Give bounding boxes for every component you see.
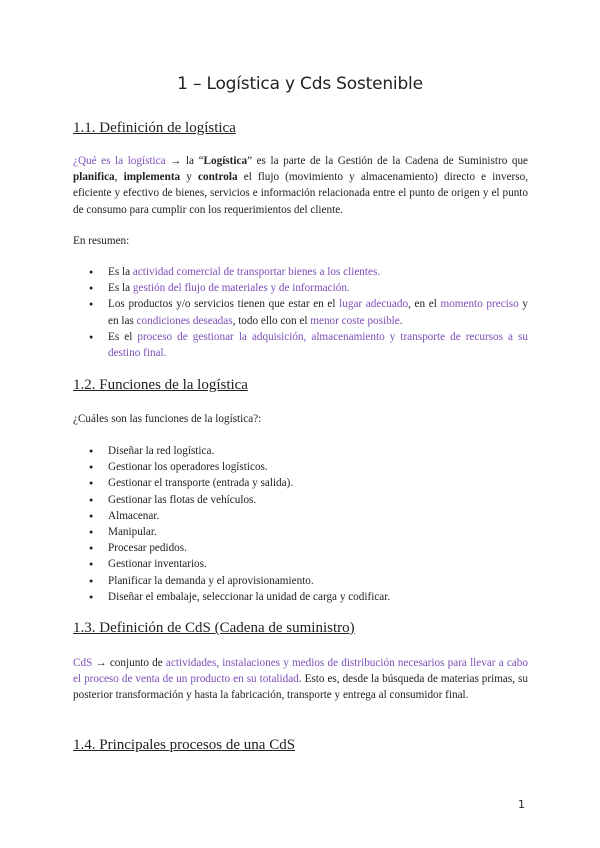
summary-label: En resumen: <box>73 235 130 247</box>
section-heading-1-1: 1.1. Definición de logística <box>73 120 236 136</box>
section-heading-1-4: 1.4. Principales procesos de una CdS <box>73 737 296 753</box>
page-title: 1 – Logística y Cds Sostenible <box>177 74 423 94</box>
list-item: ● Los productos y/o servicios tienen que estar en el lugar adecuado, en el momento preciso y en las condiciones deseadas, todo ello con el menor coste posible. <box>73 296 528 328</box>
page-number: 1 <box>518 798 525 811</box>
summary-list <box>73 264 528 361</box>
cds-definition-paragraph: CdS → conjunto de actividades, instalaciones y medios de distribución necesarios para llevar a cabo el proceso de venta de un producto en su totalidad. Esto es, desde la búsqueda de materias primas, su posterior transformación y hasta la fabricación, transporte y entrega al consumidor final. <box>73 657 528 702</box>
list-item: ● Planificar la demanda y el aprovisionamiento. <box>73 573 528 589</box>
list-item: ● Procesar pedidos. <box>73 540 528 556</box>
list-item: ● Gestionar los operadores logísticos. <box>73 459 528 475</box>
list-item: ● Diseñar el embalaje, seleccionar la unidad de carga y codificar. <box>73 589 528 605</box>
definition-paragraph: ¿Qué es la logística → la “Logística” es la parte de la Gestión de la Cadena de Suministro que planifica, implementa y controla el flujo (movimiento y almacenamiento) directo e inverso, eficiente y efectivo de bienes, servicios e información relacionada entre el punto de origen y el punto de consumo para cumplir con los requerimientos del cliente. <box>73 155 529 216</box>
list-item: ● Es la gestión del flujo de materiales y de información. <box>73 280 528 296</box>
functions-list <box>73 443 528 605</box>
list-item: ● Es el proceso de gestionar la adquisición, almacenamiento y transporte de recursos a su destino final. <box>73 329 528 361</box>
list-item: ● Almacenar. <box>73 508 528 524</box>
section-heading-1-3: 1.3. Definición de CdS (Cadena de suministro) <box>73 620 355 636</box>
list-item: ● Gestionar inventarios. <box>73 556 528 572</box>
list-item: ● Es la actividad comercial de transportar bienes a los clientes. <box>73 264 528 280</box>
list-item: ● Diseñar la red logística. <box>73 443 528 459</box>
cds-term: CdS <box>73 657 93 669</box>
section-heading-1-2: 1.2. Funciones de la logística <box>73 377 248 393</box>
list-item: ● Gestionar las flotas de vehículos. <box>73 492 528 508</box>
logistica-term: Logística <box>203 155 248 167</box>
list-item: ● Manipular. <box>73 524 528 540</box>
question-link: ¿Qué es la logística <box>73 155 166 167</box>
list-item: ● Gestionar el transporte (entrada y salida). <box>73 475 528 491</box>
functions-question: ¿Cuáles son las funciones de la logística?: <box>73 413 262 425</box>
